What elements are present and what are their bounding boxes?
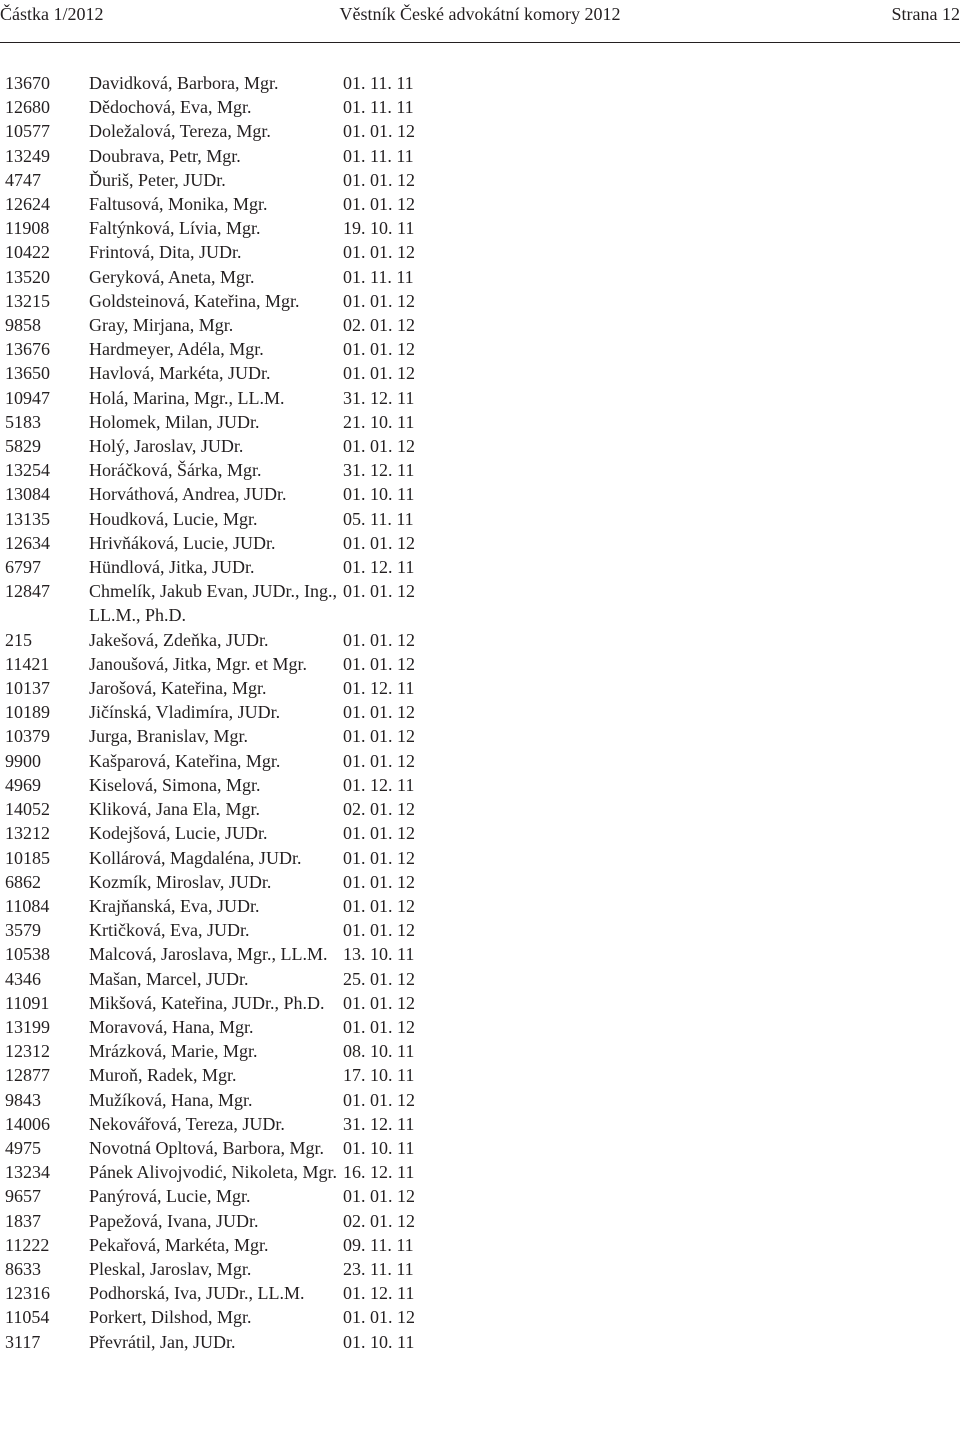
list-item [0, 1063, 460, 1087]
registration-number: 10185 [5, 847, 50, 868]
list-item [0, 1015, 460, 1039]
list-item [0, 918, 460, 942]
registration-date: 01. 01. 12 [343, 121, 415, 142]
registration-date: 16. 12. 11 [343, 1162, 415, 1183]
registration-number: 12312 [5, 1041, 50, 1062]
list-item [0, 1330, 460, 1354]
registration-date: 01. 01. 12 [343, 339, 415, 360]
registration-number: 9858 [5, 315, 41, 336]
registration-date: 01. 12. 11 [343, 678, 415, 699]
registration-date: 19. 10. 11 [343, 218, 415, 239]
lawyer-name: Kollárová, Magdaléna, JUDr. [89, 847, 302, 868]
registration-number: 12624 [5, 194, 50, 215]
registration-number: 11222 [5, 1234, 50, 1255]
registration-date: 01. 01. 12 [343, 895, 415, 916]
list-item [0, 894, 460, 918]
registration-number: 6797 [5, 557, 41, 578]
lawyer-name: Faltýnková, Lívia, Mgr. [89, 218, 261, 239]
list-item [0, 1088, 460, 1112]
registration-number: 8633 [5, 1258, 41, 1279]
registration-date: 01. 11. 11 [343, 73, 414, 93]
registration-number: 13254 [5, 460, 50, 481]
lawyer-name: Ďuriš, Peter, JUDr. [89, 169, 226, 190]
lawyer-name: Hrivňáková, Lucie, JUDr. [89, 532, 276, 553]
registration-date: 01. 11. 11 [343, 145, 414, 166]
registration-number: 10137 [5, 678, 50, 699]
lawyer-name: Kiselová, Simona, Mgr. [89, 774, 261, 795]
lawyer-name: Muroň, Radek, Mgr. [89, 1065, 237, 1086]
registration-date: 01. 01. 12 [343, 871, 415, 892]
list-item [0, 1039, 460, 1063]
registration-date: 01. 01. 12 [343, 532, 415, 553]
registration-number: 4969 [5, 774, 41, 795]
registration-number: 12877 [5, 1065, 50, 1086]
list-item [0, 579, 460, 627]
registration-date: 01. 01. 12 [343, 726, 415, 747]
lawyer-name: Horáčková, Šárka, Mgr. [89, 460, 262, 481]
list-item [0, 95, 460, 119]
registration-date: 01. 01. 12 [343, 1307, 415, 1328]
list-item [0, 700, 460, 724]
list-item [0, 71, 460, 95]
registration-date: 02. 01. 12 [343, 799, 415, 820]
list-item [0, 240, 460, 264]
list-item [0, 942, 460, 966]
list-item [0, 289, 460, 313]
list-item [0, 119, 460, 143]
lawyer-name: Panýrová, Lucie, Mgr. [89, 1186, 251, 1207]
list-item [0, 628, 460, 652]
page-number: Strana 12 [891, 4, 960, 24]
lawyer-name: Pleskal, Jaroslav, Mgr. [89, 1258, 252, 1279]
registration-number: 6862 [5, 871, 41, 892]
registration-number: 10379 [5, 726, 50, 747]
lawyer-name: Holá, Marina, Mgr., LL.M. [89, 387, 285, 408]
list-item [0, 386, 460, 410]
registration-number: 9657 [5, 1186, 41, 1207]
registration-number: 3117 [5, 1331, 41, 1352]
list-item [0, 507, 460, 531]
list-item [0, 361, 460, 385]
lawyer-name: Papežová, Ivana, JUDr. [89, 1210, 259, 1231]
lawyer-name: Geryková, Aneta, Mgr. [89, 266, 255, 287]
lawyer-name: Nekovářová, Tereza, JUDr. [89, 1113, 285, 1134]
list-item [0, 1257, 460, 1281]
registration-date: 01. 01. 12 [343, 992, 415, 1013]
registration-date: 31. 12. 11 [343, 1113, 415, 1134]
lawyer-name: Horváthová, Andrea, JUDr. [89, 484, 287, 505]
header-rule [0, 42, 960, 43]
registration-date: 01. 01. 12 [343, 750, 415, 771]
lawyer-name: Krtičková, Eva, JUDr. [89, 920, 250, 941]
registration-date: 01. 01. 12 [343, 169, 415, 190]
lawyer-name: Hündlová, Jitka, JUDr. [89, 557, 255, 578]
registration-number: 4747 [5, 169, 41, 190]
registration-number: 13676 [5, 339, 50, 360]
registration-number: 10577 [5, 121, 50, 142]
registration-number: 12680 [5, 97, 50, 118]
registration-number: 12634 [5, 532, 50, 553]
registration-number: 4975 [5, 1137, 41, 1158]
list-item [0, 313, 460, 337]
list-item [0, 797, 460, 821]
registration-number: 13520 [5, 266, 50, 287]
list-item [0, 967, 460, 991]
lawyer-name: Janoušová, Jitka, Mgr. et Mgr. [89, 653, 307, 674]
list-item [0, 531, 460, 555]
list-item [0, 1209, 460, 1233]
list-item [0, 1112, 460, 1136]
lawyer-name: Jurga, Branislav, Mgr. [89, 726, 248, 747]
issue-number: Částka 1/2012 [0, 4, 104, 24]
registration-number: 10189 [5, 702, 50, 723]
registration-date: 01. 01. 12 [343, 242, 415, 263]
registration-date: 01. 01. 12 [343, 847, 415, 868]
lawyer-name: Holý, Jaroslav, JUDr. [89, 436, 244, 457]
registration-date: 01. 01. 12 [343, 629, 415, 650]
page-header [0, 0, 960, 28]
lawyer-name: Malcová, Jaroslava, Mgr., LL.M. [89, 944, 328, 965]
lawyer-name: Doležalová, Tereza, Mgr. [89, 121, 271, 142]
list-item [0, 216, 460, 240]
registration-date: 08. 10. 11 [343, 1041, 415, 1062]
list-item [0, 168, 460, 192]
lawyer-name: Hardmeyer, Adéla, Mgr. [89, 339, 264, 360]
registration-number: 10422 [5, 242, 50, 263]
lawyer-name: Porkert, Dilshod, Mgr. [89, 1307, 252, 1328]
registration-number: 12847 [5, 581, 50, 602]
registration-number: 10947 [5, 387, 50, 408]
list-item [0, 1305, 460, 1329]
list-item [0, 1233, 460, 1257]
registration-number: 13199 [5, 1016, 50, 1037]
list-item [0, 144, 460, 168]
list-item [0, 337, 460, 361]
registration-date: 01. 01. 12 [343, 581, 415, 602]
registration-date: 01. 11. 11 [343, 97, 414, 118]
registration-number: 3579 [5, 920, 41, 941]
registration-date: 01. 01. 12 [343, 823, 415, 844]
lawyer-name: Pekařová, Markéta, Mgr. [89, 1234, 269, 1255]
registration-number: 13234 [5, 1162, 50, 1183]
list-item [0, 1184, 460, 1208]
registration-date: 31. 12. 11 [343, 387, 415, 408]
registration-number: 9843 [5, 1089, 41, 1110]
lawyer-name: Převrátil, Jan, JUDr. [89, 1331, 236, 1352]
lawyer-name: Doubrava, Petr, Mgr. [89, 145, 241, 166]
lawyer-name: Jarošová, Kateřina, Mgr. [89, 678, 267, 699]
list-item [0, 991, 460, 1015]
lawyer-name: Novotná Opltová, Barbora, Mgr. [89, 1137, 324, 1158]
registration-date: 02. 01. 12 [343, 315, 415, 336]
registration-number: 13670 [5, 73, 50, 93]
registration-date: 01. 12. 11 [343, 1283, 415, 1304]
registration-date: 25. 01. 12 [343, 968, 415, 989]
lawyer-name: Jičínská, Vladimíra, JUDr. [89, 702, 281, 723]
registration-number: 4346 [5, 968, 41, 989]
list-item [0, 265, 460, 289]
list-item [0, 1160, 460, 1184]
registration-date: 01. 01. 12 [343, 920, 415, 941]
registration-date: 01. 10. 11 [343, 484, 415, 505]
lawyer-name: Mašan, Marcel, JUDr. [89, 968, 249, 989]
lawyer-name: Kodejšová, Lucie, JUDr. [89, 823, 268, 844]
registration-number: 11908 [5, 218, 50, 239]
registration-date: 02. 01. 12 [343, 1210, 415, 1231]
lawyer-name: Goldsteinová, Kateřina, Mgr. [89, 290, 300, 311]
lawyer-name: Mužíková, Hana, Mgr. [89, 1089, 253, 1110]
registration-number: 5829 [5, 436, 41, 457]
registration-date: 01. 01. 12 [343, 194, 415, 215]
lawyer-name: Faltusová, Monika, Mgr. [89, 194, 268, 215]
registration-number: 13249 [5, 145, 50, 166]
registration-date: 01. 10. 11 [343, 1137, 415, 1158]
lawyer-name: Pánek Alivojvodić, Nikoleta, Mgr. [89, 1162, 337, 1183]
lawyer-name: Houdková, Lucie, Mgr. [89, 508, 258, 529]
registration-date: 23. 11. 11 [343, 1258, 414, 1279]
list-item [0, 410, 460, 434]
list-item [0, 749, 460, 773]
registration-date: 05. 11. 11 [343, 508, 414, 529]
registration-number: 14052 [5, 799, 50, 820]
registration-number: 12316 [5, 1283, 50, 1304]
registration-date: 01. 12. 11 [343, 557, 415, 578]
registration-number: 11091 [5, 992, 50, 1013]
registration-date: 01. 12. 11 [343, 774, 415, 795]
registration-date: 09. 11. 11 [343, 1234, 414, 1255]
registration-number: 11084 [5, 895, 50, 916]
lawyer-name: Kozmík, Miroslav, JUDr. [89, 871, 272, 892]
registration-date: 01. 01. 12 [343, 290, 415, 311]
registration-number: 13212 [5, 823, 50, 844]
lawyer-name: Kašparová, Kateřina, Mgr. [89, 750, 281, 771]
list-item [0, 821, 460, 845]
registration-number: 5183 [5, 411, 41, 432]
lawyer-name: Kliková, Jana Ela, Mgr. [89, 799, 260, 820]
lawyer-name: Dědochová, Eva, Mgr. [89, 97, 252, 118]
registration-number: 11421 [5, 653, 50, 674]
lawyer-name: Frintová, Dita, JUDr. [89, 242, 242, 263]
list-item [0, 870, 460, 894]
list-item [0, 458, 460, 482]
list-item [0, 773, 460, 797]
registration-number: 13135 [5, 508, 50, 529]
lawyer-name: Podhorská, Iva, JUDr., LL.M. [89, 1283, 305, 1304]
list-item [0, 555, 460, 579]
registration-date: 17. 10. 11 [343, 1065, 415, 1086]
list-item [0, 1136, 460, 1160]
list-item [0, 676, 460, 700]
registration-number: 1837 [5, 1210, 41, 1231]
registration-number: 13084 [5, 484, 50, 505]
lawyer-name: Krajňanská, Eva, JUDr. [89, 895, 260, 916]
registration-date: 21. 10. 11 [343, 411, 415, 432]
lawyer-name: Gray, Mirjana, Mgr. [89, 315, 234, 336]
list-item [0, 482, 460, 506]
registration-number: 215 [5, 629, 32, 650]
registration-number: 11054 [5, 1307, 50, 1328]
lawyer-name: Jakešová, Zdeňka, JUDr. [89, 629, 269, 650]
registration-date: 01. 01. 12 [343, 1089, 415, 1110]
registration-number: 13650 [5, 363, 50, 384]
lawyer-name: Mikšová, Kateřina, JUDr., Ph.D. [89, 992, 325, 1013]
list-item [0, 652, 460, 676]
lawyer-name: Chmelík, Jakub Evan, JUDr., Ing., LL.M., Ph.D. [89, 581, 337, 626]
registration-date: 01. 11. 11 [343, 266, 414, 287]
lawyer-name: Holomek, Milan, JUDr. [89, 411, 260, 432]
registration-date: 01. 01. 12 [343, 436, 415, 457]
list-item [0, 724, 460, 748]
registration-date: 01. 01. 12 [343, 1016, 415, 1037]
registration-date: 31. 12. 11 [343, 460, 415, 481]
registration-date: 13. 10. 11 [343, 944, 415, 965]
registration-number: 9900 [5, 750, 41, 771]
lawyer-name: Mrázková, Marie, Mgr. [89, 1041, 258, 1062]
list-item [0, 434, 460, 458]
lawyer-list [0, 71, 460, 1354]
list-item [0, 846, 460, 870]
list-item [0, 1281, 460, 1305]
registration-date: 01. 01. 12 [343, 702, 415, 723]
registration-number: 14006 [5, 1113, 50, 1134]
registration-date: 01. 01. 12 [343, 653, 415, 674]
registration-number: 10538 [5, 944, 50, 965]
journal-title: Věstník České advokátní komory 2012 [339, 4, 621, 24]
registration-date: 01. 01. 12 [343, 1186, 415, 1207]
lawyer-name: Havlová, Markéta, JUDr. [89, 363, 271, 384]
registration-date: 01. 10. 11 [343, 1331, 415, 1352]
registration-number: 13215 [5, 290, 50, 311]
lawyer-name: Davidková, Barbora, Mgr. [89, 73, 279, 93]
registration-date: 01. 01. 12 [343, 363, 415, 384]
lawyer-name: Moravová, Hana, Mgr. [89, 1016, 254, 1037]
list-item [0, 192, 460, 216]
